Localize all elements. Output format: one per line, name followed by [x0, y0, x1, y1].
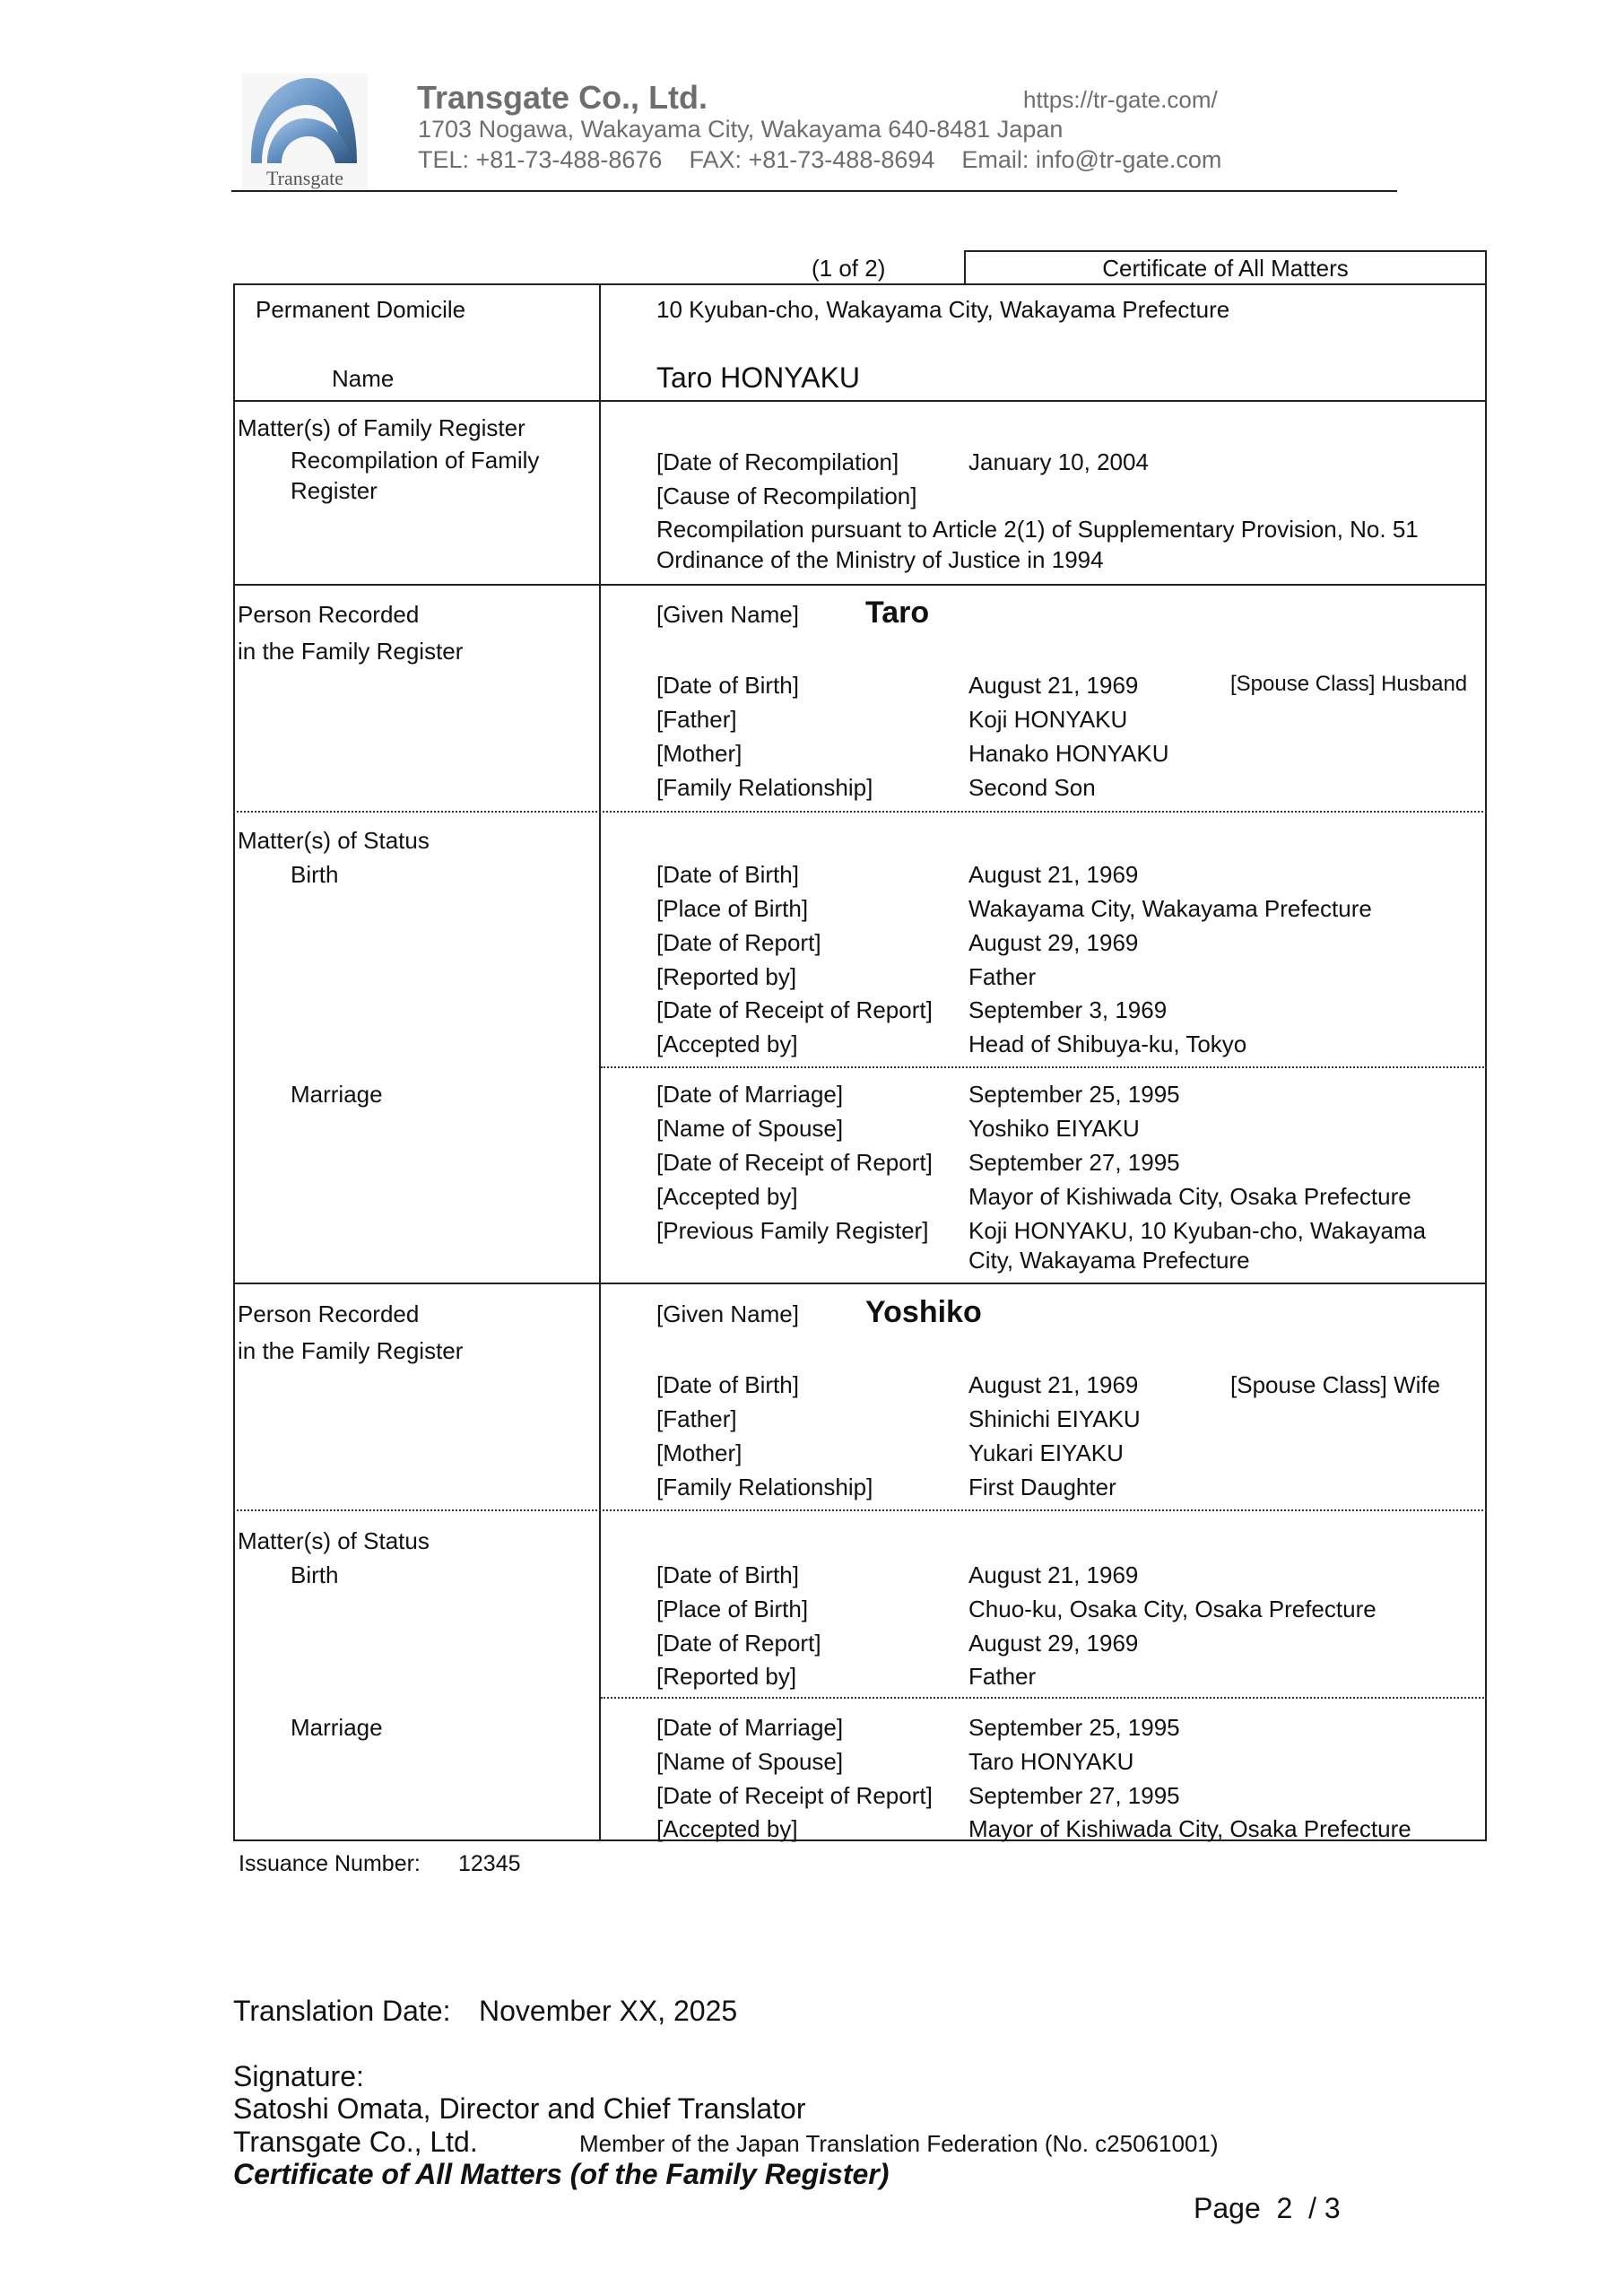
field-label: [Mother]	[656, 740, 743, 767]
domicile-label: Permanent Domicile	[256, 296, 466, 323]
field-label: [Family Relationship]	[656, 1474, 873, 1500]
birth-field-label: [Date of Birth]	[656, 861, 799, 888]
birth-field-value: August 21, 1969	[968, 1561, 1139, 1588]
logo-wordmark: Transgate	[266, 167, 343, 189]
document-title: Certificate of All Matters (of the Family Register)	[233, 2158, 890, 2190]
person-label: Person Recorded	[238, 1300, 420, 1327]
birth-field-value: August 29, 1969	[968, 929, 1139, 956]
birth-field-label: [Place of Birth]	[656, 1596, 809, 1622]
marriage-field-value: September 25, 1995	[968, 1081, 1180, 1108]
marriage-field-value: Yoshiko EIYAKU	[968, 1115, 1140, 1142]
marriage-field-label: [Name of Spouse]	[656, 1115, 844, 1142]
name-label: Name	[332, 365, 395, 392]
field-label: [Date of Birth]	[656, 672, 799, 699]
footer-company: Transgate Co., Ltd.	[233, 2126, 478, 2158]
dotted-divider	[601, 1066, 1487, 1068]
field-value: Yukari EIYAKU	[968, 1439, 1124, 1466]
given-name-label: [Given Name]	[656, 601, 799, 628]
person-label: Person Recorded	[238, 601, 420, 628]
recompilation-date-value: January 10, 2004	[968, 448, 1149, 475]
given-name-value: Taro	[865, 596, 930, 630]
birth-field-value: September 3, 1969	[968, 996, 1168, 1023]
marriage-field-value: Mayor of Kishiwada City, Osaka Prefecture	[968, 1815, 1411, 1842]
birth-field-label: [Reported by]	[656, 963, 797, 990]
field-value: Second Son	[968, 774, 1096, 801]
spouse-class: [Spouse Class] Husband	[1230, 672, 1468, 696]
marriage-field-value-cont: City, Wakayama Prefecture	[968, 1247, 1250, 1274]
row-divider	[233, 584, 1487, 586]
birth-field-label: [Accepted by]	[656, 1031, 798, 1057]
translation-date-label: Translation Date:	[233, 1995, 451, 2027]
translator-name: Satoshi Omata, Director and Chief Translator	[233, 2092, 806, 2125]
row-divider	[233, 400, 1487, 402]
marriage-label: Marriage	[291, 1714, 383, 1741]
birth-field-value: Father	[968, 1663, 1037, 1690]
marriage-field-value: September 27, 1995	[968, 1149, 1180, 1176]
given-name-value: Yoshiko	[865, 1295, 982, 1329]
recompilation-cause-line: Ordinance of the Ministry of Justice in 1994	[656, 546, 1104, 573]
birth-field-value: August 21, 1969	[968, 861, 1139, 888]
given-name-label: [Given Name]	[656, 1300, 799, 1327]
field-label: [Family Relationship]	[656, 774, 873, 801]
field-value: Koji HONYAKU	[968, 706, 1128, 733]
marriage-field-label: [Name of Spouse]	[656, 1748, 844, 1775]
person-label-cont: in the Family Register	[238, 638, 464, 665]
recompilation-cause-line: Recompilation pursuant to Article 2(1) of Supplementary Provision, No. 51	[656, 516, 1419, 543]
marriage-label: Marriage	[291, 1081, 383, 1108]
marriage-field-label: [Date of Receipt of Report]	[656, 1782, 933, 1809]
name-value: Taro HONYAKU	[656, 361, 861, 394]
field-value: August 21, 1969	[968, 1371, 1139, 1398]
birth-field-value: Chuo-ku, Osaka City, Osaka Prefecture	[968, 1596, 1376, 1622]
birth-field-label: [Date of Receipt of Report]	[656, 996, 933, 1023]
dotted-divider	[233, 811, 1487, 813]
field-label: [Father]	[656, 1405, 737, 1432]
header-divider	[231, 190, 1397, 192]
sheet-page-indicator: (1 of 2)	[812, 255, 886, 282]
field-label: [Father]	[656, 706, 737, 733]
field-value: Shinichi EIYAKU	[968, 1405, 1141, 1432]
company-contact: TEL: +81-73-488-8676 FAX: +81-73-488-8694 Email: info@tr-gate.com	[418, 146, 1222, 173]
birth-field-value: Wakayama City, Wakayama Prefecture	[968, 895, 1372, 922]
company-name: Transgate Co., Ltd.	[417, 79, 708, 116]
marriage-field-value: Koji HONYAKU, 10 Kyuban-cho, Wakayama	[968, 1217, 1427, 1244]
certificate-title-box	[964, 250, 1487, 283]
marriage-field-label: [Date of Marriage]	[656, 1714, 844, 1741]
recompilation-label-cont: Register	[291, 477, 378, 504]
field-value: Hanako HONYAKU	[968, 740, 1169, 767]
marriage-field-label: [Accepted by]	[656, 1183, 798, 1210]
row-divider	[233, 1283, 1487, 1284]
issuance-label: Issuance Number:	[239, 1851, 421, 1876]
translation-date: November XX, 2025	[479, 1995, 738, 2027]
recompilation-date-label: [Date of Recompilation]	[656, 448, 899, 475]
company-logo	[242, 74, 368, 190]
membership-note: Member of the Japan Translation Federation (No. c25061001)	[579, 2130, 1219, 2157]
marriage-field-label: [Date of Receipt of Report]	[656, 1149, 933, 1176]
issuance-number: 12345	[458, 1851, 521, 1876]
certificate-title: Certificate of All Matters	[1102, 255, 1349, 282]
field-label: [Date of Birth]	[656, 1371, 799, 1398]
field-label: [Mother]	[656, 1439, 743, 1466]
birth-field-value: August 29, 1969	[968, 1630, 1139, 1657]
birth-field-label: [Date of Birth]	[656, 1561, 799, 1588]
birth-field-label: [Place of Birth]	[656, 895, 809, 922]
birth-label: Birth	[291, 1561, 339, 1588]
marriage-field-value: Taro HONYAKU	[968, 1748, 1134, 1775]
birth-label: Birth	[291, 861, 339, 888]
birth-field-value: Father	[968, 963, 1037, 990]
marriage-field-value: Mayor of Kishiwada City, Osaka Prefecture	[968, 1183, 1411, 1210]
marriage-field-label: [Date of Marriage]	[656, 1081, 844, 1108]
column-divider	[599, 283, 601, 1841]
recompilation-label: Recompilation of Family	[291, 447, 540, 474]
marriage-field-value: September 27, 1995	[968, 1782, 1180, 1809]
birth-field-label: [Date of Report]	[656, 1630, 821, 1657]
marriage-field-label: [Accepted by]	[656, 1815, 798, 1842]
recompilation-cause-label: [Cause of Recompilation]	[656, 483, 917, 509]
marriage-field-value: September 25, 1995	[968, 1714, 1180, 1741]
spouse-class: [Spouse Class] Wife	[1230, 1371, 1441, 1398]
company-address: 1703 Nogawa, Wakayama City, Wakayama 640-8481 Japan	[418, 116, 1064, 143]
status-label: Matter(s) of Status	[238, 827, 430, 854]
person-label-cont: in the Family Register	[238, 1337, 464, 1364]
dotted-divider	[233, 1509, 1487, 1511]
page-number: Page 2 / 3	[1194, 2192, 1341, 2224]
company-url[interactable]: https://tr-gate.com/	[1023, 86, 1218, 113]
domicile-value: 10 Kyuban-cho, Wakayama City, Wakayama Prefecture	[656, 296, 1230, 323]
birth-field-value: Head of Shibuya-ku, Tokyo	[968, 1031, 1247, 1057]
dotted-divider	[601, 1697, 1487, 1699]
field-value: First Daughter	[968, 1474, 1116, 1500]
field-value: August 21, 1969	[968, 672, 1139, 699]
signature-label: Signature:	[233, 2060, 364, 2092]
marriage-field-label: [Previous Family Register]	[656, 1217, 929, 1244]
status-label: Matter(s) of Status	[238, 1527, 430, 1554]
birth-field-label: [Date of Report]	[656, 929, 821, 956]
family-register-label: Matter(s) of Family Register	[238, 414, 525, 441]
birth-field-label: [Reported by]	[656, 1663, 797, 1690]
